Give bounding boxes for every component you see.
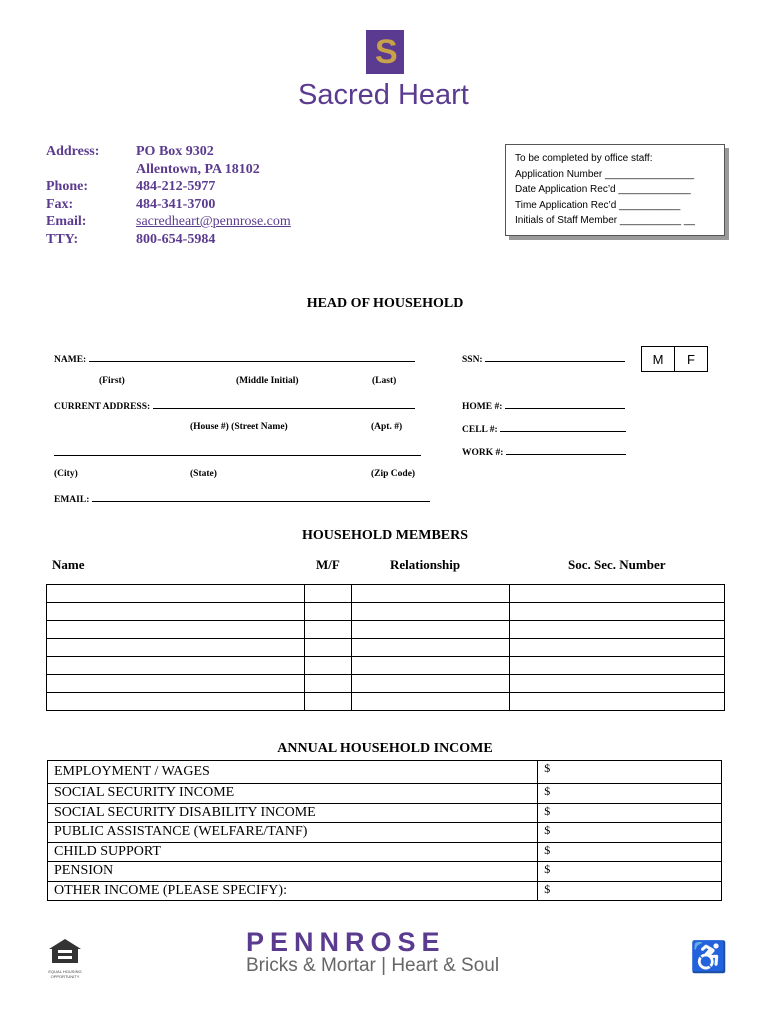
contact-values [136,143,376,248]
fax-label: Fax: [46,196,74,212]
work-phone-row [462,445,626,458]
income-label: SOCIAL SECURITY INCOME [48,784,538,804]
income-label: CHILD SUPPORT [48,842,538,862]
address-label: Address: [46,144,100,159]
email-label: Email: [46,214,87,229]
member-name-cell[interactable] [47,639,305,657]
name-label: NAME: [54,355,87,365]
member-ssn-cell[interactable] [509,603,724,621]
member-relationship-cell[interactable] [351,621,509,639]
table-row [47,657,725,675]
first-caption: (First) [99,376,125,386]
tty-label: TTY: [46,231,79,247]
income-label: PUBLIC ASSISTANCE (WELFARE/TANF) [48,823,538,843]
household-members-title: HOUSEHOLD MEMBERS [301,528,469,543]
table-row [47,639,725,657]
email-input[interactable] [92,492,430,502]
house-icon [47,938,83,964]
income-amount-field[interactable]: $ [538,803,722,823]
member-ssn-cell[interactable] [509,657,724,675]
income-label: PENSION [48,862,538,882]
gender-box [641,346,708,372]
home-phone-row [462,399,625,412]
ssn-input[interactable] [485,352,625,362]
table-row [47,693,725,711]
member-relationship-cell[interactable] [351,675,509,693]
current-address-label: CURRENT ADDRESS: [54,402,151,412]
income-amount-field[interactable]: $ [538,881,722,901]
equal-housing-text: EQUAL HOUSING OPPORTUNITY [48,969,82,979]
member-ssn-cell[interactable] [509,675,724,693]
pennrose-wordmark: PENNROSE [246,927,446,957]
col-header-name: Name [52,557,85,572]
zip-caption: (Zip Code) [371,469,416,479]
phone-value: 484-212-5977 [136,179,216,194]
member-name-cell[interactable] [47,621,305,639]
fax-value: 484-341-3700 [136,196,216,212]
col-header-ssn: Soc. Sec. Number [568,557,666,572]
equal-housing-logo [47,938,83,979]
income-row [48,881,722,901]
income-row [48,842,722,862]
table-row [47,603,725,621]
col-header-relationship: Relationship [390,557,461,572]
income-row [48,761,722,784]
member-relationship-cell[interactable] [351,585,509,603]
income-title: ANNUAL HOUSEHOLD INCOME [277,741,493,756]
member-ssn-cell[interactable] [509,693,724,711]
address-line2: Allentown, PA 18102 [136,161,260,177]
income-label: EMPLOYMENT / WAGES [48,761,538,784]
home-phone-input[interactable] [505,399,625,409]
brand-name: Sacred Heart [298,79,469,111]
member-relationship-cell[interactable] [351,603,509,621]
application-number-field[interactable]: Application Number ________________ [515,168,695,180]
head-of-household-title: HEAD OF HOUSEHOLD [306,296,464,311]
household-members-table [46,584,725,711]
income-label: OTHER INCOME (PLEASE SPECIFY): [48,881,538,901]
name-input[interactable] [89,352,415,362]
ssn-label: SSN: [462,355,483,365]
gender-f-option[interactable]: F [675,347,708,372]
cell-phone-input[interactable] [500,422,626,432]
email-field-label: EMAIL: [54,495,90,505]
member-mf-cell[interactable] [304,603,351,621]
office-staff-box [505,144,725,236]
apt-caption: (Apt. #) [371,422,403,432]
member-relationship-cell[interactable] [351,639,509,657]
income-amount-field[interactable]: $ [538,761,722,784]
member-name-cell[interactable] [47,675,305,693]
income-label: SOCIAL SECURITY DISABILITY INCOME [48,803,538,823]
member-name-cell[interactable] [47,585,305,603]
cell-phone-label: CELL #: [462,425,498,435]
member-mf-cell[interactable] [304,621,351,639]
member-ssn-cell[interactable] [509,639,724,657]
table-row [47,675,725,693]
income-row [48,862,722,882]
address-row [54,399,415,412]
name-row [54,352,415,365]
staff-box-title: To be completed by office staff: [515,153,653,164]
email-row [54,492,430,505]
staff-initials-field[interactable]: Initials of Staff Member ___________ __ [515,215,695,226]
table-row [47,585,725,603]
cell-phone-row [462,422,626,435]
work-phone-label: WORK #: [462,448,504,458]
phone-label: Phone: [46,179,88,194]
email-link[interactable]: sacredheart@pennrose.com [136,214,291,229]
income-amount-field[interactable]: $ [538,862,722,882]
work-phone-input[interactable] [506,445,626,455]
income-row [48,803,722,823]
city-state-zip-input[interactable] [54,446,421,456]
income-amount-field[interactable]: $ [538,823,722,843]
table-row [47,621,725,639]
middle-caption: (Middle Initial) [236,376,299,386]
member-relationship-cell[interactable] [351,693,509,711]
house-street-caption: (House #) (Street Name) [190,422,288,432]
member-mf-cell[interactable] [304,639,351,657]
sacred-heart-logo [366,30,404,74]
gender-m-option[interactable]: M [642,347,675,372]
member-ssn-cell[interactable] [509,585,724,603]
member-name-cell[interactable] [47,693,305,711]
member-name-cell[interactable] [47,603,305,621]
income-amount-field[interactable]: $ [538,842,722,862]
city-caption: (City) [54,469,78,479]
logo-letter: S [375,33,398,71]
home-phone-label: HOME #: [462,402,503,412]
member-mf-cell[interactable] [304,585,351,603]
pennrose-tagline: Bricks & Mortar | Heart & Soul [246,955,500,976]
time-received-field[interactable]: Time Application Rec’d ___________ [515,199,681,211]
contact-labels [46,143,136,248]
tty-value: 800-654-5984 [136,231,216,247]
ssn-row [462,352,625,365]
col-header-mf: M/F [316,557,340,572]
date-received-field[interactable]: Date Application Rec’d _____________ [515,184,691,195]
member-mf-cell[interactable] [304,693,351,711]
income-amount-field[interactable]: $ [538,784,722,804]
address-line1: PO Box 9302 [136,144,214,159]
income-row [48,784,722,804]
last-caption: (Last) [372,376,397,386]
member-mf-cell[interactable] [304,675,351,693]
state-caption: (State) [190,469,217,479]
member-ssn-cell[interactable] [509,621,724,639]
current-address-input[interactable] [153,399,415,409]
member-relationship-cell[interactable] [351,657,509,675]
income-table [47,760,722,901]
wheelchair-accessibility-icon: ♿ [690,941,728,974]
member-name-cell[interactable] [47,657,305,675]
member-mf-cell[interactable] [304,657,351,675]
income-row [48,823,722,843]
